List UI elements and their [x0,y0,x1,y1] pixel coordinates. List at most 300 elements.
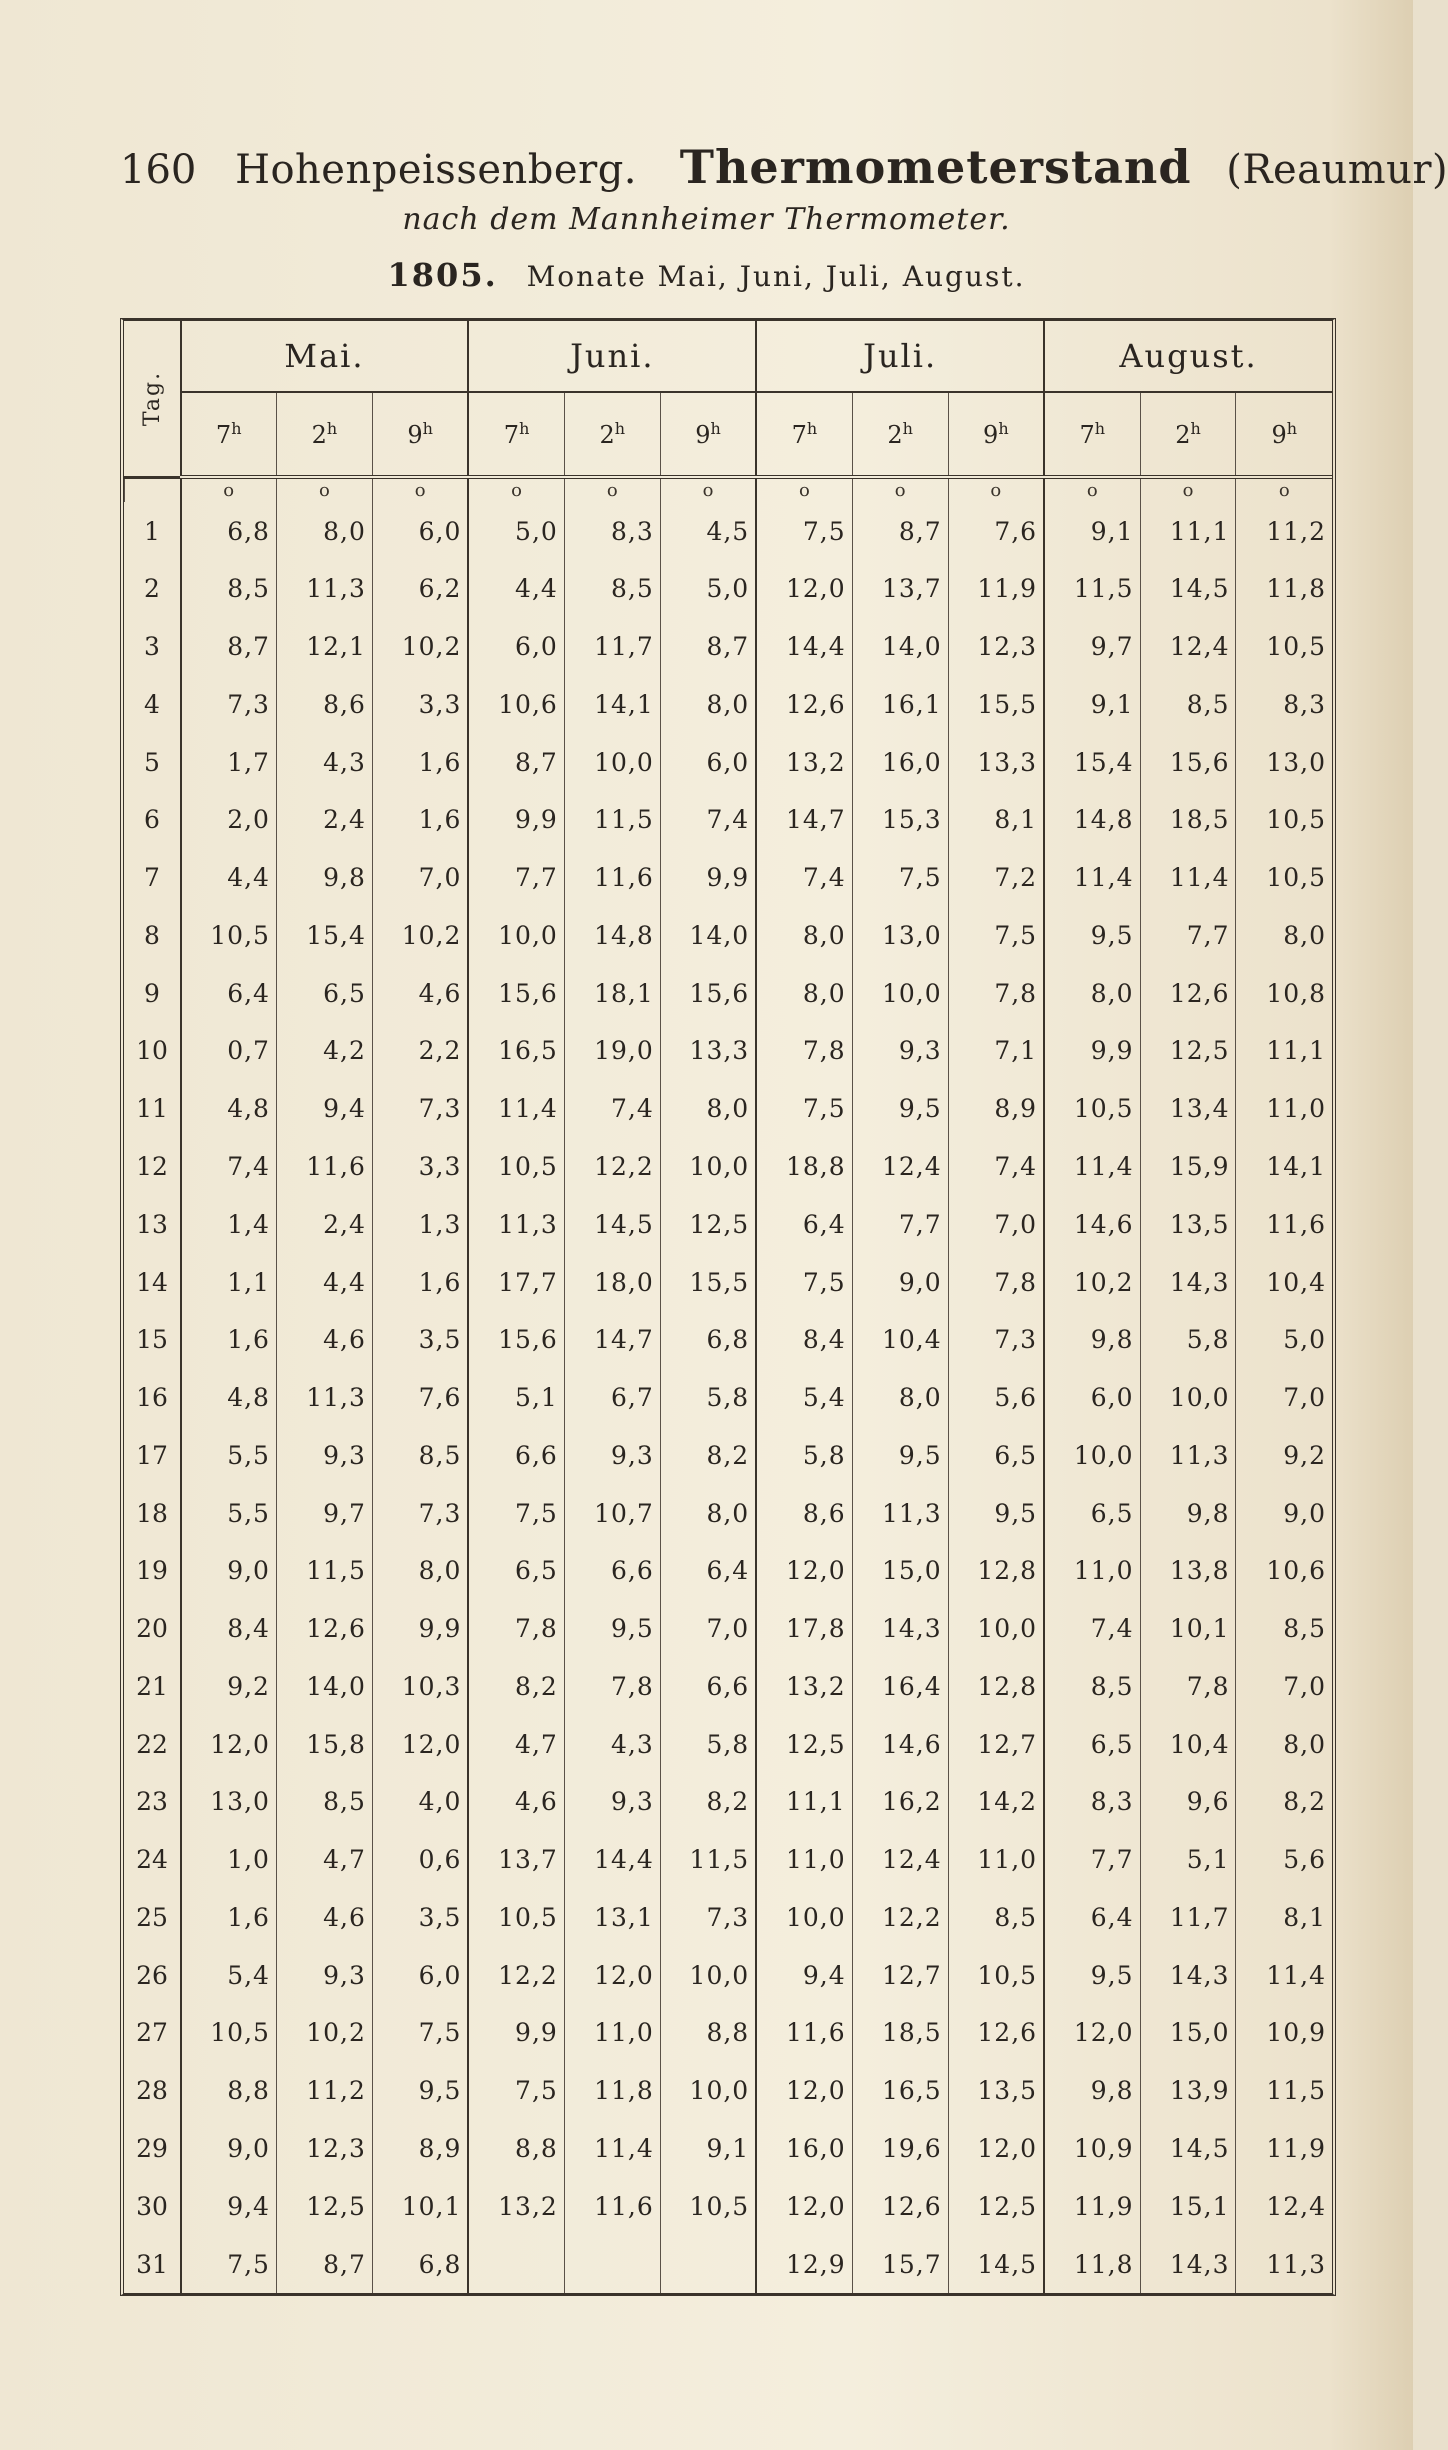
temperature-cell: 13,9 [1140,2062,1236,2120]
hour-header: 2$^h$ [1140,392,1236,477]
day-number: 1 [125,502,181,560]
day-number: 27 [125,2004,181,2062]
temperature-cell: 7,0 [1236,1658,1332,1716]
temperature-cell: 0,7 [181,1022,277,1080]
day-number: 28 [125,2062,181,2120]
temperature-cell: 8,3 [564,502,660,560]
temperature-cell [564,2235,660,2293]
temperature-cell: 1,6 [181,1311,277,1369]
temperature-cell: 8,5 [1140,676,1236,734]
table-row [125,1369,1333,1427]
temperature-cell: 2,0 [181,791,277,849]
temperature-cell: 5,5 [181,1484,277,1542]
day-number: 5 [125,733,181,791]
temperature-cell: 10,0 [852,964,948,1022]
temperature-cell: 14,4 [564,1831,660,1889]
day-number: 11 [125,1080,181,1138]
temperature-cell: 11,2 [276,2062,372,2120]
degree-mark: o [948,477,1044,502]
temperature-cell: 9,2 [1236,1426,1332,1484]
temperature-cell: 3,3 [372,676,468,734]
temperature-cell: 5,0 [1236,1311,1332,1369]
temperature-cell: 9,8 [1044,2062,1140,2120]
degree-mark: o [1140,477,1236,502]
temperature-cell: 11,7 [1140,1889,1236,1947]
temperature-cell: 9,3 [852,1022,948,1080]
temperature-cell: 5,6 [948,1369,1044,1427]
temperature-cell: 8,9 [948,1080,1044,1138]
temperature-cell: 14,0 [276,1658,372,1716]
temperature-cell: 6,0 [372,502,468,560]
temperature-cell: 3,5 [372,1889,468,1947]
temperature-cell: 14,6 [852,1715,948,1773]
temperature-cell: 14,8 [1044,791,1140,849]
table-row [125,1831,1333,1889]
day-number: 26 [125,1946,181,2004]
month-header: Mai. [181,321,469,392]
temperature-cell: 16,4 [852,1658,948,1716]
temperature-cell: 8,0 [852,1369,948,1427]
day-number: 23 [125,1773,181,1831]
temperature-cell: 12,2 [852,1889,948,1947]
temperature-cell: 14,5 [948,2235,1044,2293]
temperature-cell: 10,5 [1044,1080,1140,1138]
table-row [125,2004,1333,2062]
temperature-cell: 4,6 [276,1889,372,1947]
temperature-cell: 10,2 [1044,1253,1140,1311]
temperature-cell: 9,1 [660,2120,756,2178]
temperature-cell: 6,0 [660,733,756,791]
temperature-cell: 8,8 [468,2120,564,2178]
temperature-cell: 4,7 [468,1715,564,1773]
table-row [125,1715,1333,1773]
temperature-cell: 13,3 [948,733,1044,791]
day-number: 17 [125,1426,181,1484]
temperature-cell: 11,3 [852,1484,948,1542]
temperature-cell: 11,6 [276,1138,372,1196]
temperature-cell: 10,5 [1236,618,1332,676]
table-row [125,1138,1333,1196]
temperature-cell: 11,5 [564,791,660,849]
temperature-cell: 6,4 [181,964,277,1022]
temperature-cell: 12,0 [181,1715,277,1773]
temperature-cell: 6,6 [564,1542,660,1600]
temperature-cell: 15,9 [1140,1138,1236,1196]
temperature-cell: 14,7 [564,1311,660,1369]
temperature-cell: 10,5 [660,2177,756,2235]
hour-header: 9$^h$ [660,392,756,477]
temperature-cell: 15,5 [660,1253,756,1311]
temperature-cell: 4,6 [372,964,468,1022]
table-row [125,2062,1333,2120]
temperature-cell: 12,0 [1044,2004,1140,2062]
temperature-cell: 9,1 [1044,502,1140,560]
temperature-cell: 7,7 [852,1195,948,1253]
temperature-cell: 6,0 [372,1946,468,2004]
temperature-cell: 15,7 [852,2235,948,2293]
temperature-cell: 11,5 [660,1831,756,1889]
temperature-cell: 8,5 [372,1426,468,1484]
day-number: 20 [125,1600,181,1658]
temperature-cell: 13,2 [756,733,852,791]
temperature-cell: 12,0 [564,1946,660,2004]
temperature-cell: 6,6 [468,1426,564,1484]
temperature-cell: 12,0 [756,1542,852,1600]
temperature-cell: 7,7 [1044,1831,1140,1889]
temperature-cell: 10,4 [852,1311,948,1369]
temperature-cell: 15,1 [1140,2177,1236,2235]
temperature-cell: 7,4 [1044,1600,1140,1658]
temperature-cell: 8,7 [852,502,948,560]
temperature-cell: 10,0 [468,907,564,965]
temperature-cell: 8,6 [276,676,372,734]
temperature-cell: 14,3 [852,1600,948,1658]
temperature-cell: 18,0 [564,1253,660,1311]
temperature-cell: 9,9 [1044,1022,1140,1080]
temperature-cell: 7,4 [948,1138,1044,1196]
day-column-header [125,321,181,477]
temperature-cell: 8,6 [756,1484,852,1542]
temperature-cell: 5,0 [660,560,756,618]
temperature-cell: 9,4 [181,2177,277,2235]
temperature-cell: 9,5 [372,2062,468,2120]
table-row [125,560,1333,618]
temperature-cell: 15,6 [468,964,564,1022]
temperature-cell: 15,3 [852,791,948,849]
temperature-cell: 9,5 [564,1600,660,1658]
temperature-cell: 9,7 [1044,618,1140,676]
temperature-cell: 10,0 [948,1600,1044,1658]
temperature-cell: 9,0 [852,1253,948,1311]
temperature-cell: 12,7 [852,1946,948,2004]
temperature-cell: 9,3 [276,1426,372,1484]
station-name: Hohenpeissenberg. [235,147,638,193]
temperature-cell: 15,6 [1140,733,1236,791]
temperature-cell: 16,5 [852,2062,948,2120]
temperature-cell: 10,6 [468,676,564,734]
temperature-cell: 7,8 [948,1253,1044,1311]
temperature-cell: 5,8 [660,1369,756,1427]
temperature-cell: 7,5 [852,849,948,907]
temperature-cell: 7,5 [468,1484,564,1542]
temperature-cell: 11,0 [1044,1542,1140,1600]
temperature-cell: 7,6 [372,1369,468,1427]
temperature-cell: 7,1 [948,1022,1044,1080]
temperature-cell: 8,7 [276,2235,372,2293]
temperature-cell: 8,4 [756,1311,852,1369]
page-title: Thermometerstand [679,140,1192,194]
temperature-cell: 9,9 [372,1600,468,1658]
month-header: Juni. [468,321,756,392]
temperature-cell: 13,1 [564,1889,660,1947]
temperature-cell: 9,5 [1044,907,1140,965]
temperature-cell: 12,6 [1140,964,1236,1022]
unit-label: (Reaumur) [1226,147,1448,193]
table-row [125,791,1333,849]
temperature-cell: 11,4 [1044,1138,1140,1196]
temperature-cell [660,2235,756,2293]
day-number: 4 [125,676,181,734]
temperature-cell: 10,5 [948,1946,1044,2004]
temperature-cell: 10,9 [1044,2120,1140,2178]
temperature-cell: 8,0 [1236,907,1332,965]
day-number: 2 [125,560,181,618]
thermometer-table [124,321,1332,2293]
temperature-cell: 12,4 [852,1138,948,1196]
temperature-cell: 7,5 [756,502,852,560]
temperature-cell: 8,5 [276,1773,372,1831]
temperature-cell: 13,2 [468,2177,564,2235]
temperature-cell: 11,6 [756,2004,852,2062]
temperature-cell: 10,5 [468,1138,564,1196]
day-number: 14 [125,1253,181,1311]
temperature-cell [468,2235,564,2293]
table-row [125,1946,1333,2004]
temperature-cell: 9,8 [276,849,372,907]
table-row [125,1080,1333,1138]
temperature-cell: 15,4 [1044,733,1140,791]
temperature-cell: 10,4 [1140,1715,1236,1773]
temperature-cell: 18,5 [852,2004,948,2062]
temperature-cell: 1,6 [372,791,468,849]
temperature-cell: 8,7 [181,618,277,676]
temperature-cell: 8,0 [660,676,756,734]
day-number: 30 [125,2177,181,2235]
temperature-cell: 3,3 [372,1138,468,1196]
temperature-cell: 0,6 [372,1831,468,1889]
temperature-cell: 13,5 [948,2062,1044,2120]
temperature-cell: 5,4 [756,1369,852,1427]
temperature-cell: 8,0 [1236,1715,1332,1773]
day-number: 13 [125,1195,181,1253]
temperature-cell: 10,2 [276,2004,372,2062]
month-header: Juli. [756,321,1044,392]
temperature-cell: 8,0 [372,1542,468,1600]
temperature-cell: 11,9 [1236,2120,1332,2178]
temperature-cell: 6,8 [372,2235,468,2293]
day-number: 6 [125,791,181,849]
temperature-cell: 7,4 [660,791,756,849]
temperature-cell: 10,5 [181,907,277,965]
day-number: 29 [125,2120,181,2178]
temperature-cell: 5,5 [181,1426,277,1484]
temperature-cell: 11,3 [1140,1426,1236,1484]
temperature-cell: 5,8 [660,1715,756,1773]
temperature-cell: 10,8 [1236,964,1332,1022]
temperature-cell: 9,8 [1140,1484,1236,1542]
table-row [125,1022,1333,1080]
temperature-cell: 11,3 [276,560,372,618]
temperature-cell: 14,5 [564,1195,660,1253]
temperature-cell: 6,4 [660,1542,756,1600]
subtitle: nach dem Mannheimer Thermometer. [402,202,1011,237]
temperature-cell: 16,5 [468,1022,564,1080]
temperature-cell: 11,0 [948,1831,1044,1889]
temperature-cell: 15,4 [276,907,372,965]
temperature-cell: 7,5 [948,907,1044,965]
temperature-cell: 9,5 [852,1080,948,1138]
temperature-cell: 5,1 [468,1369,564,1427]
temperature-cell: 4,4 [276,1253,372,1311]
temperature-cell: 14,6 [1044,1195,1140,1253]
temperature-cell: 12,6 [756,676,852,734]
temperature-cell: 7,5 [756,1253,852,1311]
temperature-cell: 10,5 [468,1889,564,1947]
temperature-cell: 12,7 [948,1715,1044,1773]
temperature-cell: 9,0 [1236,1484,1332,1542]
temperature-cell: 18,1 [564,964,660,1022]
temperature-cell: 4,3 [276,733,372,791]
temperature-cell: 12,9 [756,2235,852,2293]
table-row [125,849,1333,907]
temperature-cell: 6,4 [1044,1889,1140,1947]
temperature-cell: 12,8 [948,1542,1044,1600]
temperature-cell: 6,5 [1044,1715,1140,1773]
degree-mark: o [181,477,277,502]
temperature-cell: 14,5 [1140,2120,1236,2178]
temperature-cell: 11,5 [1236,2062,1332,2120]
temperature-cell: 7,5 [468,2062,564,2120]
temperature-cell: 12,3 [948,618,1044,676]
table-row [125,1311,1333,1369]
temperature-cell: 10,2 [372,907,468,965]
temperature-cell: 10,0 [1044,1426,1140,1484]
temperature-cell: 12,0 [372,1715,468,1773]
temperature-cell: 18,8 [756,1138,852,1196]
temperature-cell: 11,0 [564,2004,660,2062]
temperature-cell: 8,2 [1236,1773,1332,1831]
temperature-cell: 15,0 [1140,2004,1236,2062]
temperature-cell: 9,5 [948,1484,1044,1542]
hour-header: 2$^h$ [852,392,948,477]
temperature-cell: 13,4 [1140,1080,1236,1138]
temperature-cell: 7,2 [948,849,1044,907]
temperature-cell: 6,7 [564,1369,660,1427]
temperature-cell: 10,9 [1236,2004,1332,2062]
temperature-cell: 1,3 [372,1195,468,1253]
day-number: 21 [125,1658,181,1716]
table-row [125,907,1333,965]
temperature-cell: 12,8 [948,1658,1044,1716]
temperature-cell: 9,1 [1044,676,1140,734]
temperature-cell: 13,7 [852,560,948,618]
table-row [125,1773,1333,1831]
day-number: 24 [125,1831,181,1889]
table-row [125,676,1333,734]
temperature-cell: 11,5 [1044,560,1140,618]
temperature-cell: 11,4 [564,2120,660,2178]
temperature-cell: 8,0 [660,1080,756,1138]
temperature-cell: 12,3 [276,2120,372,2178]
temperature-cell: 7,7 [1140,907,1236,965]
temperature-cell: 11,4 [468,1080,564,1138]
temperature-cell: 11,0 [1236,1080,1332,1138]
temperature-cell: 12,2 [564,1138,660,1196]
temperature-cell: 10,0 [660,2062,756,2120]
temperature-cell: 13,7 [468,1831,564,1889]
table-row [125,1484,1333,1542]
temperature-cell: 7,0 [372,849,468,907]
temperature-cell: 11,9 [1044,2177,1140,2235]
hour-header: 9$^h$ [1236,392,1332,477]
temperature-cell: 11,6 [1236,1195,1332,1253]
temperature-cell: 11,0 [756,1831,852,1889]
temperature-cell: 10,0 [564,733,660,791]
table-row [125,733,1333,791]
temperature-cell: 14,1 [1236,1138,1332,1196]
temperature-cell: 7,3 [372,1484,468,1542]
temperature-cell: 8,9 [372,2120,468,2178]
temperature-cell: 7,4 [756,849,852,907]
temperature-cell: 14,2 [948,1773,1044,1831]
temperature-cell: 8,7 [660,618,756,676]
temperature-cell: 11,7 [564,618,660,676]
degree-mark: o [1044,477,1140,502]
temperature-cell: 8,0 [276,502,372,560]
temperature-cell: 12,5 [948,2177,1044,2235]
temperature-cell: 9,3 [564,1773,660,1831]
temperature-cell: 9,8 [1044,1311,1140,1369]
table-row [125,1195,1333,1253]
temperature-cell: 13,5 [1140,1195,1236,1253]
temperature-cell: 8,5 [1236,1600,1332,1658]
temperature-cell: 11,1 [756,1773,852,1831]
temperature-cell: 13,0 [181,1773,277,1831]
temperature-cell: 8,8 [660,2004,756,2062]
temperature-cell: 8,0 [756,964,852,1022]
page-header [120,140,1448,200]
temperature-cell: 18,5 [1140,791,1236,849]
day-number: 9 [125,964,181,1022]
temperature-cell: 1,6 [181,1889,277,1947]
temperature-cell: 7,3 [181,676,277,734]
hour-header: 9$^h$ [948,392,1044,477]
degree-mark: o [564,477,660,502]
temperature-cell: 6,8 [181,502,277,560]
temperature-cell: 9,9 [660,849,756,907]
temperature-cell: 6,5 [276,964,372,1022]
temperature-cell: 13,2 [756,1658,852,1716]
temperature-cell: 11,8 [1236,560,1332,618]
day-number: 10 [125,1022,181,1080]
temperature-cell: 7,3 [948,1311,1044,1369]
temperature-cell: 4,8 [181,1080,277,1138]
temperature-cell: 7,4 [181,1138,277,1196]
temperature-cell: 9,4 [756,1946,852,2004]
temperature-cell: 5,8 [756,1426,852,1484]
temperature-cell: 4,4 [468,560,564,618]
table-row [125,1600,1333,1658]
temperature-cell: 8,2 [660,1426,756,1484]
temperature-cell: 1,1 [181,1253,277,1311]
temperature-cell: 4,2 [276,1022,372,1080]
temperature-cell: 8,5 [181,560,277,618]
table-row [125,1426,1333,1484]
temperature-cell: 15,6 [660,964,756,1022]
temperature-cell: 8,5 [564,560,660,618]
temperature-cell: 11,3 [1236,2235,1332,2293]
temperature-cell: 11,2 [1236,502,1332,560]
temperature-cell: 4,0 [372,1773,468,1831]
temperature-cell: 9,3 [276,1946,372,2004]
temperature-cell: 10,4 [1236,1253,1332,1311]
temperature-cell: 5,1 [1140,1831,1236,1889]
day-number: 22 [125,1715,181,1773]
temperature-cell: 8,0 [756,907,852,965]
temperature-cell: 16,0 [756,2120,852,2178]
temperature-cell: 12,4 [1236,2177,1332,2235]
temperature-cell: 15,6 [468,1311,564,1369]
